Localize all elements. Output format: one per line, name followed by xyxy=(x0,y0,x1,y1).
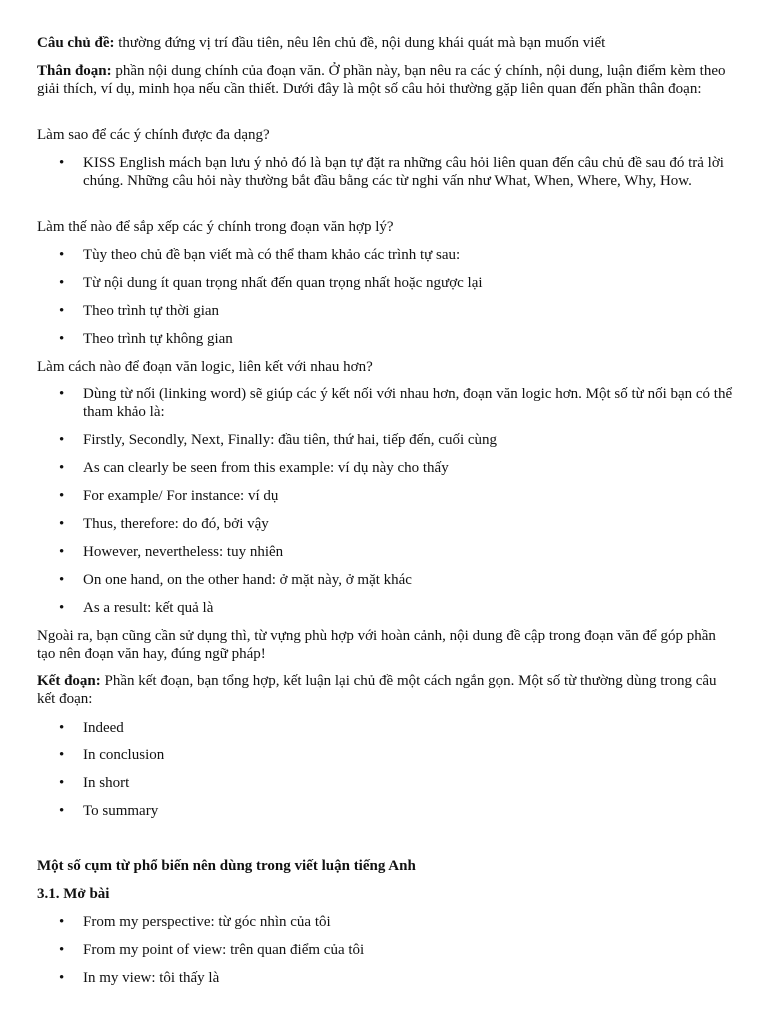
bullet: • xyxy=(59,303,65,319)
body-paragraph-intro xyxy=(37,62,732,98)
question-3: Làm cách nào để đoạn văn logic, liên kết với nhau hơn? xyxy=(37,359,373,375)
list-item: In my view: tôi thấy là xyxy=(83,970,220,986)
bullet: • xyxy=(59,572,65,588)
topic-sentence-text: thường đứng vị trí đầu tiên, nêu lên chủ đề, nội dung khái quát mà bạn muốn viết xyxy=(114,35,606,51)
list-item: On one hand, on the other hand: ở mặt này, ở mặt khác xyxy=(83,572,412,588)
list-item: Theo trình tự thời gian xyxy=(83,303,220,319)
bullet: • xyxy=(59,488,65,504)
list-item: KISS English mách bạn lưu ý nhỏ đó là bạn tự đặt ra những câu hỏi liên quan đến câu chủ đề sau đó trả lời chúng. Những câu hỏi này thường bắt đầu bằng các từ nghi vấn như What, When, Where, Why, How. xyxy=(83,155,724,189)
list-item: Tùy theo chủ đề bạn viết mà có thể tham khảo các trình tự sau: xyxy=(83,247,461,263)
question-1: Làm sao để các ý chính được đa dạng? xyxy=(37,127,270,143)
conclusion-text: Phần kết đoạn, bạn tổng hợp, kết luận lại chủ đề một cách ngắn gọn. Một số từ thường dùng trong câu kết đoạn: xyxy=(37,673,717,707)
bullet: • xyxy=(59,970,65,986)
list-item: Dùng từ nối (linking word) sẽ giúp các ý kết nối với nhau hơn, đoạn văn logic hơn. Một số từ nối bạn có thể tham khảo là: xyxy=(83,386,733,420)
list-item: From my perspective: từ góc nhìn của tôi xyxy=(83,914,331,930)
list-item: As a result: kết quả là xyxy=(83,600,214,616)
body-label: Thân đoạn: xyxy=(37,63,112,79)
list-item: Thus, therefore: do đó, bởi vậy xyxy=(83,516,269,532)
topic-sentence-label: Câu chủ đề: xyxy=(37,35,115,51)
bullet: • xyxy=(59,544,65,560)
list-item: Theo trình tự không gian xyxy=(83,331,233,347)
bullet: • xyxy=(59,155,65,171)
body-text: phần nội dung chính của đoạn văn. Ở phần này, bạn nêu ra các ý chính, nội dung, luận điểm kèm theo giải thích, ví dụ, minh họa nếu cần thiết. Dưới đây là một số câu hỏi thường gặp liên quan đến phần thân đoạn: xyxy=(37,63,726,97)
list-item: Từ nội dung ít quan trọng nhất đến quan trọng nhất hoặc ngược lại xyxy=(83,275,483,291)
bullet: • xyxy=(59,914,65,930)
bullet: • xyxy=(59,775,65,791)
bullet: • xyxy=(59,460,65,476)
bullet: • xyxy=(59,275,65,291)
bullet: • xyxy=(59,247,65,263)
subsection-heading: 3.1. Mở bài xyxy=(37,886,110,902)
list-item: To summary xyxy=(83,803,159,819)
bullet: • xyxy=(59,803,65,819)
grammar-note-paragraph: Ngoài ra, bạn cũng cần sử dụng thì, từ vựng phù hợp với hoàn cảnh, nội dung đề cập trong đoạn văn để góp phần tạo nên đoạn văn hay, đúng ngữ pháp! xyxy=(37,628,716,662)
topic-sentence-paragraph xyxy=(37,34,732,52)
bullet: • xyxy=(59,386,65,402)
list-item: As can clearly be seen from this example: ví dụ này cho thấy xyxy=(83,460,449,476)
bullet: • xyxy=(59,600,65,616)
bullet: • xyxy=(59,942,65,958)
bullet: • xyxy=(59,331,65,347)
bullet: • xyxy=(59,516,65,532)
bullet: • xyxy=(59,720,65,736)
question-2: Làm thế nào để sắp xếp các ý chính trong đoạn văn hợp lý? xyxy=(37,219,394,235)
conclusion-paragraph xyxy=(37,672,732,708)
bullet: • xyxy=(59,432,65,448)
list-item: However, nevertheless: tuy nhiên xyxy=(83,544,284,560)
section-heading: Một số cụm từ phổ biến nên dùng trong viết luận tiếng Anh xyxy=(37,858,416,874)
conclusion-label: Kết đoạn: xyxy=(37,673,101,689)
list-item: In conclusion xyxy=(83,747,165,763)
list-item: From my point of view: trên quan điểm của tôi xyxy=(83,942,365,958)
list-item: In short xyxy=(83,775,130,791)
bullet: • xyxy=(59,747,65,763)
list-item: For example/ For instance: ví dụ xyxy=(83,488,279,504)
list-item: Firstly, Secondly, Next, Finally: đầu tiên, thứ hai, tiếp đến, cuối cùng xyxy=(83,432,498,448)
list-item: Indeed xyxy=(83,720,124,736)
